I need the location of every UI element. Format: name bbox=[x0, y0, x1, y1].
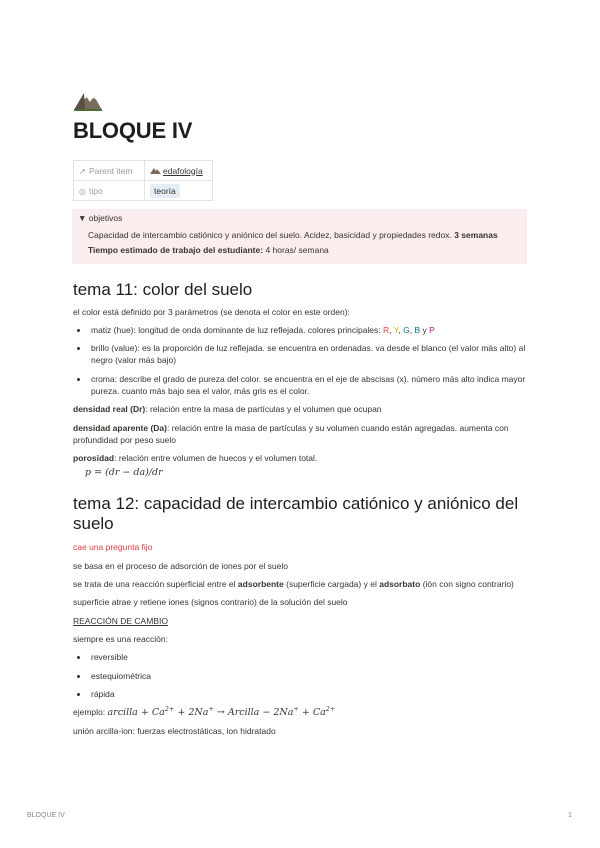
select-circle-icon: ◎ bbox=[79, 186, 86, 196]
tema12-heading: tema 12: capacidad de intercambio catiónico y aniónico del suelo bbox=[73, 494, 519, 534]
tema12-p3: superficie atrae y retiene iones (signos contrario) de la solución del suelo bbox=[73, 597, 348, 608]
objetivos-toggle-label: objetivos bbox=[88, 213, 123, 223]
list-item: • rápida bbox=[89, 688, 529, 700]
list-item: • estequiométrica bbox=[89, 670, 529, 682]
objetivos-line2: Tiempo estimado de trabajo del estudiante: 4 horas/ semana bbox=[88, 245, 329, 255]
color-parameters-list bbox=[73, 324, 529, 397]
tema11-heading: tema 11: color del suelo bbox=[73, 279, 253, 299]
list-item-value: • brillo (value): es la proporción de luz reflejada. se encuentra en ordenadas. va desde el blanco (el valor más alto) al negro (valor más bajo) bbox=[89, 342, 529, 367]
mountain-emoji-icon bbox=[73, 84, 103, 112]
properties-table bbox=[73, 160, 213, 201]
page-link-icon bbox=[150, 166, 161, 175]
siempre-text: siempre es una reacción: bbox=[73, 633, 168, 644]
porosidad-text: porosidad: relación entre volumen de huecos y el volumen total. bbox=[73, 453, 318, 464]
union-text: unión arcilla-ion: fuerzas electrostáticas, ion hidratado bbox=[73, 726, 276, 737]
footer-page-number: 1 bbox=[568, 812, 572, 819]
property-row-parent bbox=[74, 161, 213, 181]
objetivos-callout bbox=[72, 209, 527, 264]
ejemplo-line: ejemplo: arcilla + $Ca^{2+} + 2Na^+$ → Arcilla − $2Na^+ + Ca^{2+}$ bbox=[73, 705, 336, 719]
list-item-chroma: • croma: describe el grado de pureza del color. se encuentra en el eje de abscisas (x). número más alto indica mayor pureza. cuanto más bajo sea el valor, más gris es el color. bbox=[89, 373, 529, 398]
objetivos-line1: Capacidad de intercambio catiónico y aniónico del suelo. Acidez, basicidad y propiedades redox. 3 semanas bbox=[88, 229, 498, 240]
densidad-real-text: densidad real (Dr): relación entre la masa de partículas y el volumen que ocupan bbox=[73, 404, 382, 415]
arrow-up-right-icon: ↗ bbox=[79, 166, 86, 176]
porosidad-formula: p = (dr − da)/dr bbox=[85, 467, 163, 479]
reaction-properties-list bbox=[73, 651, 529, 700]
tema12-p2: se trata de una reacción superficial entre el adsorbente (superficie cargada) y el adsorbato (ión con signo contrario) bbox=[73, 579, 514, 590]
objetivos-toggle[interactable] bbox=[78, 212, 519, 225]
ejemplo-formula: arcilla + $Ca^{2+} + 2Na^+$ → Arcilla − $2Na^+ + Ca^{2+}$ bbox=[107, 705, 336, 719]
densidad-aparente-text: densidad aparente (Da): relación entre la masa de partículas y su volumen cuando están agregadas. aumenta con profundidad por peso suelo bbox=[73, 422, 509, 445]
tema12-note: cae una pregunta fijo bbox=[73, 542, 153, 553]
property-key-tipo: ◎ tipo bbox=[74, 181, 145, 201]
page-title: BLOQUE IV bbox=[73, 118, 193, 143]
page-content bbox=[73, 84, 529, 744]
toggle-triangle-icon[interactable]: ▼ bbox=[78, 213, 87, 223]
list-item-hue: • matiz (hue): longitud de onda dominante de luz reflejada. colores principales: R, Y, G, B y P bbox=[89, 324, 529, 336]
reaccion-label: REACCIÓN DE CAMBIO bbox=[73, 615, 168, 626]
property-value-tipo bbox=[145, 181, 213, 201]
tipo-tag[interactable]: teoría bbox=[150, 184, 180, 198]
parent-item-link[interactable]: edafología bbox=[163, 165, 203, 176]
tema11-intro: el color está definido por 3 parámetros (se denota el color en este orden): bbox=[73, 306, 350, 317]
property-value-parent bbox=[145, 161, 213, 181]
tema12-p1: se basa en el proceso de adsorción de iones por el suelo bbox=[73, 560, 289, 571]
footer-title: BLOQUE IV bbox=[27, 812, 65, 819]
property-key-parent: ↗ Parent item bbox=[74, 161, 145, 181]
property-row-tipo bbox=[74, 181, 213, 201]
list-item: • reversible bbox=[89, 651, 529, 663]
